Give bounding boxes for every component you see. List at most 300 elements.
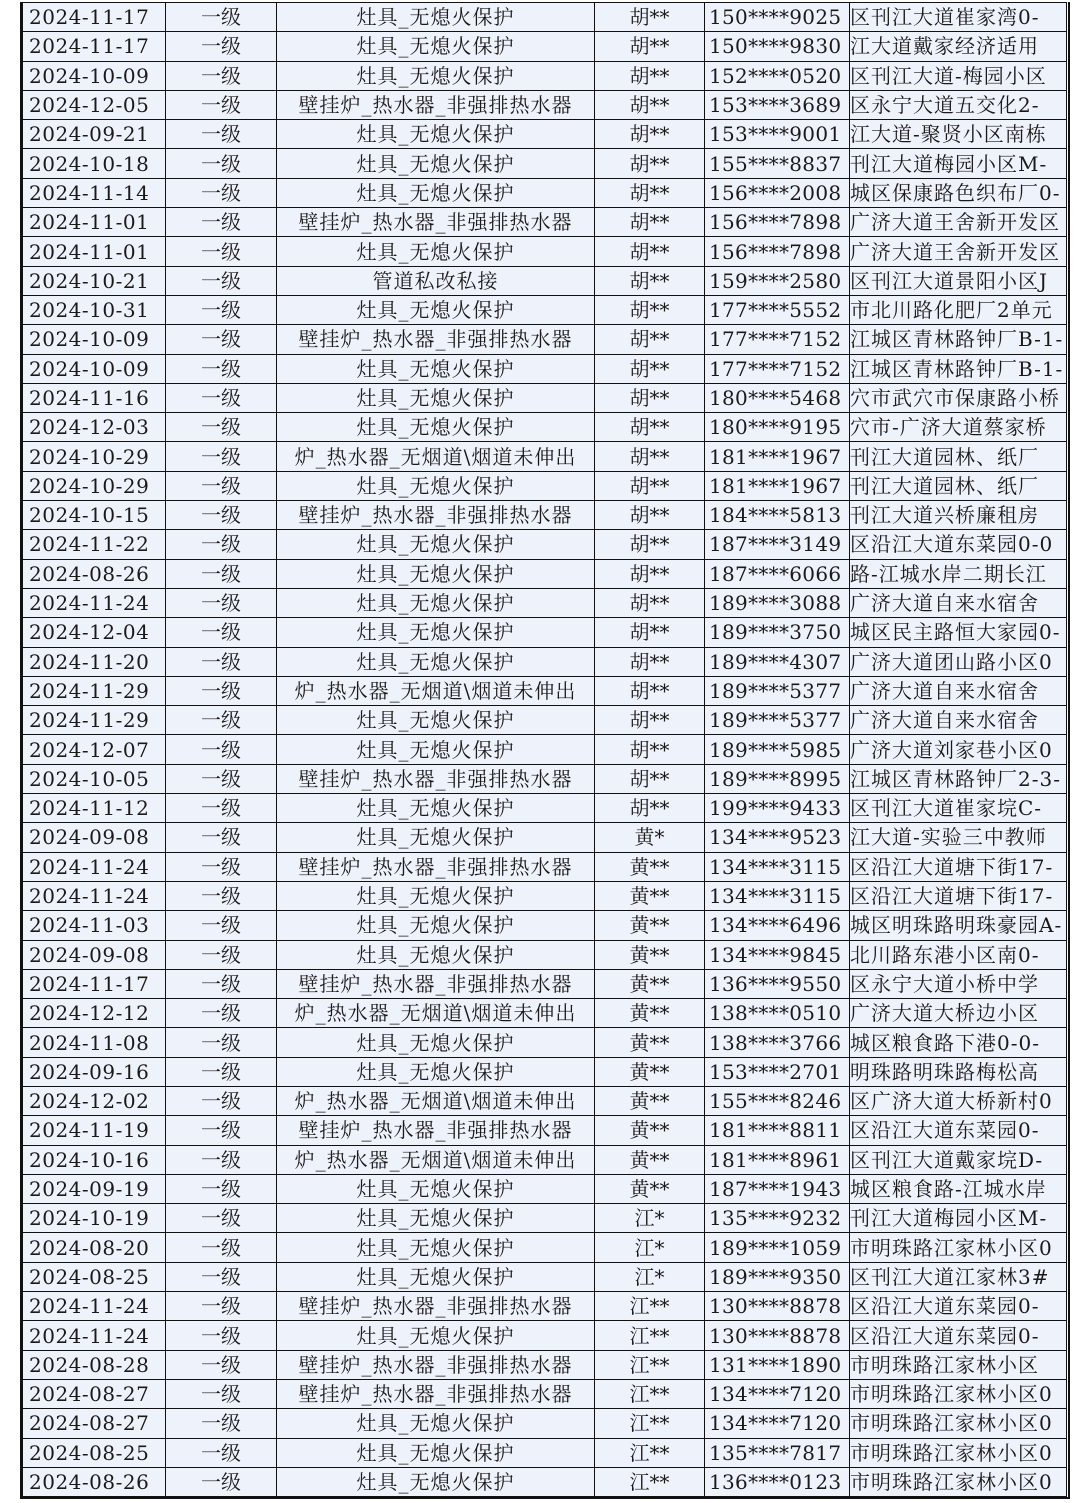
table-row xyxy=(23,1145,1067,1174)
address-cell: 广济大道刘家巷小区0 xyxy=(850,735,1067,764)
hazard-level-cell: 一级 xyxy=(166,501,277,530)
hazard-item-cell: 炉_热水器_无烟道\烟道未伸出 xyxy=(277,442,595,471)
resident-name-cell: 江** xyxy=(595,1438,705,1467)
phone-cell: 152****0520 xyxy=(705,61,850,90)
resident-name-cell: 胡** xyxy=(595,647,705,676)
table-row xyxy=(23,1350,1067,1379)
hazard-level-cell: 一级 xyxy=(166,90,277,119)
date-cell: 2024-11-01 xyxy=(23,237,166,266)
phone-cell: 184****5813 xyxy=(705,501,850,530)
resident-name-cell: 胡** xyxy=(595,208,705,237)
resident-name-cell: 黄** xyxy=(595,999,705,1028)
hazard-item-cell: 灶具_无熄火保护 xyxy=(277,647,595,676)
hazard-level-cell: 一级 xyxy=(166,530,277,559)
hazard-level-cell: 一级 xyxy=(166,32,277,61)
phone-cell: 189****3750 xyxy=(705,618,850,647)
table-row xyxy=(23,442,1067,471)
table-row xyxy=(23,178,1067,207)
resident-name-cell: 胡** xyxy=(595,676,705,705)
resident-name-cell: 胡** xyxy=(595,266,705,295)
table-row xyxy=(23,618,1067,647)
table-row xyxy=(23,999,1067,1028)
date-cell: 2024-10-18 xyxy=(23,149,166,178)
phone-cell: 138****0510 xyxy=(705,999,850,1028)
hazard-item-cell: 壁挂炉_热水器_非强排热水器 xyxy=(277,501,595,530)
address-cell: 区刊江大道-梅园小区 xyxy=(850,61,1067,90)
hazard-level-cell: 一级 xyxy=(166,559,277,588)
hazard-level-cell: 一级 xyxy=(166,588,277,617)
phone-cell: 153****9001 xyxy=(705,120,850,149)
address-cell: 市明珠路江家林小区0 xyxy=(850,1409,1067,1438)
address-cell: 区沿江大道塘下街17- xyxy=(850,881,1067,910)
table-row xyxy=(23,237,1067,266)
date-cell: 2024-10-09 xyxy=(23,354,166,383)
address-cell: 城区保康路色织布厂0- xyxy=(850,178,1067,207)
resident-name-cell: 黄** xyxy=(595,1028,705,1057)
phone-cell: 150****9830 xyxy=(705,32,850,61)
address-cell: 广济大道大桥边小区 xyxy=(850,999,1067,1028)
address-cell: 刊江大道梅园小区M- xyxy=(850,149,1067,178)
hazard-record-sheet xyxy=(20,2,1070,1499)
date-cell: 2024-11-24 xyxy=(23,881,166,910)
phone-cell: 156****7898 xyxy=(705,208,850,237)
address-cell: 区广济大道大桥新村0 xyxy=(850,1086,1067,1115)
hazard-item-cell: 灶具_无熄火保护 xyxy=(277,823,595,852)
hazard-level-cell: 一级 xyxy=(166,295,277,324)
hazard-level-cell: 一级 xyxy=(166,1262,277,1291)
hazard-item-cell: 灶具_无熄火保护 xyxy=(277,237,595,266)
address-cell: 市明珠路江家林小区0 xyxy=(850,1467,1067,1496)
phone-cell: 135****7817 xyxy=(705,1438,850,1467)
table-row xyxy=(23,852,1067,881)
hazard-item-cell: 灶具_无熄火保护 xyxy=(277,354,595,383)
hazard-item-cell: 灶具_无熄火保护 xyxy=(277,295,595,324)
date-cell: 2024-09-19 xyxy=(23,1174,166,1203)
table-row xyxy=(23,501,1067,530)
hazard-level-cell: 一级 xyxy=(166,61,277,90)
phone-cell: 187****1943 xyxy=(705,1174,850,1203)
resident-name-cell: 胡** xyxy=(595,149,705,178)
resident-name-cell: 胡** xyxy=(595,471,705,500)
address-cell: 江城区青林路钟厂B-1- xyxy=(850,325,1067,354)
phone-cell: 130****8878 xyxy=(705,1292,850,1321)
hazard-item-cell: 壁挂炉_热水器_非强排热水器 xyxy=(277,764,595,793)
hazard-level-cell: 一级 xyxy=(166,647,277,676)
phone-cell: 181****8811 xyxy=(705,1116,850,1145)
date-cell: 2024-11-29 xyxy=(23,706,166,735)
hazard-item-cell: 灶具_无熄火保护 xyxy=(277,911,595,940)
hazard-level-cell: 一级 xyxy=(166,618,277,647)
phone-cell: 189****8995 xyxy=(705,764,850,793)
hazard-item-cell: 灶具_无熄火保护 xyxy=(277,1057,595,1086)
hazard-record-table xyxy=(22,2,1067,1497)
hazard-item-cell: 灶具_无熄火保护 xyxy=(277,559,595,588)
hazard-level-cell: 一级 xyxy=(166,1145,277,1174)
table-row xyxy=(23,1438,1067,1467)
resident-name-cell: 黄* xyxy=(595,823,705,852)
table-row xyxy=(23,1028,1067,1057)
resident-name-cell: 胡** xyxy=(595,794,705,823)
address-cell: 区刊江大道崔家垸C- xyxy=(850,794,1067,823)
phone-cell: 187****6066 xyxy=(705,559,850,588)
resident-name-cell: 黄** xyxy=(595,1116,705,1145)
date-cell: 2024-11-08 xyxy=(23,1028,166,1057)
hazard-level-cell: 一级 xyxy=(166,178,277,207)
address-cell: 城区粮食路-江城水岸 xyxy=(850,1174,1067,1203)
resident-name-cell: 胡** xyxy=(595,588,705,617)
table-row xyxy=(23,1379,1067,1408)
date-cell: 2024-10-31 xyxy=(23,295,166,324)
resident-name-cell: 胡** xyxy=(595,501,705,530)
hazard-level-cell: 一级 xyxy=(166,1057,277,1086)
address-cell: 广济大道团山路小区0 xyxy=(850,647,1067,676)
hazard-item-cell: 灶具_无熄火保护 xyxy=(277,940,595,969)
date-cell: 2024-10-05 xyxy=(23,764,166,793)
resident-name-cell: 胡** xyxy=(595,295,705,324)
hazard-item-cell: 灶具_无熄火保护 xyxy=(277,149,595,178)
table-row xyxy=(23,764,1067,793)
table-row xyxy=(23,1321,1067,1350)
resident-name-cell: 胡** xyxy=(595,442,705,471)
hazard-item-cell: 灶具_无熄火保护 xyxy=(277,1262,595,1291)
hazard-item-cell: 灶具_无熄火保护 xyxy=(277,1028,595,1057)
resident-name-cell: 胡** xyxy=(595,354,705,383)
hazard-level-cell: 一级 xyxy=(166,1116,277,1145)
table-body xyxy=(23,3,1067,1497)
table-row xyxy=(23,1204,1067,1233)
phone-cell: 134****3115 xyxy=(705,881,850,910)
table-row xyxy=(23,1467,1067,1496)
resident-name-cell: 胡** xyxy=(595,32,705,61)
hazard-level-cell: 一级 xyxy=(166,237,277,266)
resident-name-cell: 黄** xyxy=(595,1145,705,1174)
resident-name-cell: 黄** xyxy=(595,911,705,940)
date-cell: 2024-11-14 xyxy=(23,178,166,207)
hazard-item-cell: 壁挂炉_热水器_非强排热水器 xyxy=(277,325,595,354)
table-row xyxy=(23,208,1067,237)
hazard-level-cell: 一级 xyxy=(166,266,277,295)
resident-name-cell: 胡** xyxy=(595,325,705,354)
date-cell: 2024-11-17 xyxy=(23,3,166,32)
hazard-level-cell: 一级 xyxy=(166,208,277,237)
table-row xyxy=(23,588,1067,617)
phone-cell: 153****3689 xyxy=(705,90,850,119)
resident-name-cell: 胡** xyxy=(595,3,705,32)
phone-cell: 131****1890 xyxy=(705,1350,850,1379)
table-row xyxy=(23,794,1067,823)
table-row xyxy=(23,90,1067,119)
hazard-item-cell: 壁挂炉_热水器_非强排热水器 xyxy=(277,969,595,998)
resident-name-cell: 江** xyxy=(595,1350,705,1379)
date-cell: 2024-12-02 xyxy=(23,1086,166,1115)
hazard-level-cell: 一级 xyxy=(166,1292,277,1321)
address-cell: 区永宁大道小桥中学 xyxy=(850,969,1067,998)
address-cell: 广济大道王舍新开发区 xyxy=(850,208,1067,237)
resident-name-cell: 江** xyxy=(595,1379,705,1408)
hazard-level-cell: 一级 xyxy=(166,1321,277,1350)
phone-cell: 156****2008 xyxy=(705,178,850,207)
hazard-level-cell: 一级 xyxy=(166,852,277,881)
table-row xyxy=(23,559,1067,588)
date-cell: 2024-11-17 xyxy=(23,969,166,998)
address-cell: 区沿江大道东菜园0- xyxy=(850,1116,1067,1145)
resident-name-cell: 黄** xyxy=(595,881,705,910)
address-cell: 江大道戴家经济适用 xyxy=(850,32,1067,61)
hazard-level-cell: 一级 xyxy=(166,911,277,940)
date-cell: 2024-11-29 xyxy=(23,676,166,705)
hazard-item-cell: 炉_热水器_无烟道\烟道未伸出 xyxy=(277,676,595,705)
address-cell: 区沿江大道东菜园0- xyxy=(850,1292,1067,1321)
address-cell: 市明珠路江家林小区 xyxy=(850,1350,1067,1379)
address-cell: 城区粮食路下港0-0- xyxy=(850,1028,1067,1057)
phone-cell: 181****1967 xyxy=(705,442,850,471)
table-row xyxy=(23,881,1067,910)
table-row xyxy=(23,149,1067,178)
date-cell: 2024-08-26 xyxy=(23,1467,166,1496)
table-row xyxy=(23,706,1067,735)
hazard-level-cell: 一级 xyxy=(166,1350,277,1379)
phone-cell: 189****5377 xyxy=(705,676,850,705)
date-cell: 2024-09-21 xyxy=(23,120,166,149)
date-cell: 2024-08-25 xyxy=(23,1438,166,1467)
hazard-level-cell: 一级 xyxy=(166,1086,277,1115)
resident-name-cell: 胡** xyxy=(595,237,705,266)
table-row xyxy=(23,383,1067,412)
table-row xyxy=(23,3,1067,32)
hazard-item-cell: 灶具_无熄火保护 xyxy=(277,618,595,647)
address-cell: 江城区青林路钟厂2-3- xyxy=(850,764,1067,793)
date-cell: 2024-08-27 xyxy=(23,1409,166,1438)
hazard-level-cell: 一级 xyxy=(166,1233,277,1262)
hazard-item-cell: 灶具_无熄火保护 xyxy=(277,1321,595,1350)
hazard-level-cell: 一级 xyxy=(166,676,277,705)
date-cell: 2024-11-03 xyxy=(23,911,166,940)
table-row xyxy=(23,1233,1067,1262)
hazard-level-cell: 一级 xyxy=(166,969,277,998)
hazard-level-cell: 一级 xyxy=(166,764,277,793)
date-cell: 2024-10-16 xyxy=(23,1145,166,1174)
date-cell: 2024-12-05 xyxy=(23,90,166,119)
address-cell: 区刊江大道景阳小区J xyxy=(850,266,1067,295)
resident-name-cell: 江* xyxy=(595,1233,705,1262)
phone-cell: 134****7120 xyxy=(705,1409,850,1438)
hazard-item-cell: 灶具_无熄火保护 xyxy=(277,735,595,764)
resident-name-cell: 胡** xyxy=(595,383,705,412)
phone-cell: 189****3088 xyxy=(705,588,850,617)
hazard-item-cell: 灶具_无熄火保护 xyxy=(277,1233,595,1262)
phone-cell: 153****2701 xyxy=(705,1057,850,1086)
address-cell: 路-江城水岸二期长江 xyxy=(850,559,1067,588)
phone-cell: 177****7152 xyxy=(705,325,850,354)
address-cell: 广济大道自来水宿舍 xyxy=(850,588,1067,617)
resident-name-cell: 黄** xyxy=(595,1086,705,1115)
phone-cell: 189****9350 xyxy=(705,1262,850,1291)
date-cell: 2024-11-20 xyxy=(23,647,166,676)
date-cell: 2024-09-08 xyxy=(23,940,166,969)
phone-cell: 136****9550 xyxy=(705,969,850,998)
hazard-level-cell: 一级 xyxy=(166,940,277,969)
phone-cell: 150****9025 xyxy=(705,3,850,32)
hazard-item-cell: 炉_热水器_无烟道\烟道未伸出 xyxy=(277,999,595,1028)
date-cell: 2024-09-08 xyxy=(23,823,166,852)
date-cell: 2024-11-24 xyxy=(23,1321,166,1350)
date-cell: 2024-08-27 xyxy=(23,1379,166,1408)
date-cell: 2024-10-15 xyxy=(23,501,166,530)
address-cell: 刊江大道梅园小区M- xyxy=(850,1204,1067,1233)
hazard-item-cell: 壁挂炉_热水器_非强排热水器 xyxy=(277,208,595,237)
resident-name-cell: 江** xyxy=(595,1292,705,1321)
hazard-item-cell: 壁挂炉_热水器_非强排热水器 xyxy=(277,1116,595,1145)
phone-cell: 189****5377 xyxy=(705,706,850,735)
hazard-level-cell: 一级 xyxy=(166,999,277,1028)
resident-name-cell: 胡** xyxy=(595,120,705,149)
date-cell: 2024-11-12 xyxy=(23,794,166,823)
date-cell: 2024-10-29 xyxy=(23,442,166,471)
phone-cell: 136****0123 xyxy=(705,1467,850,1496)
phone-cell: 134****3115 xyxy=(705,852,850,881)
date-cell: 2024-11-24 xyxy=(23,588,166,617)
resident-name-cell: 黄** xyxy=(595,852,705,881)
hazard-level-cell: 一级 xyxy=(166,149,277,178)
hazard-item-cell: 灶具_无熄火保护 xyxy=(277,1204,595,1233)
address-cell: 广济大道自来水宿舍 xyxy=(850,676,1067,705)
phone-cell: 187****3149 xyxy=(705,530,850,559)
hazard-level-cell: 一级 xyxy=(166,471,277,500)
phone-cell: 189****5985 xyxy=(705,735,850,764)
phone-cell: 189****1059 xyxy=(705,1233,850,1262)
address-cell: 区永宁大道五交化2- xyxy=(850,90,1067,119)
address-cell: 江大道-聚贤小区南栋 xyxy=(850,120,1067,149)
address-cell: 北川路东港小区南0- xyxy=(850,940,1067,969)
table-row xyxy=(23,1262,1067,1291)
resident-name-cell: 胡** xyxy=(595,413,705,442)
hazard-item-cell: 灶具_无熄火保护 xyxy=(277,881,595,910)
date-cell: 2024-10-29 xyxy=(23,471,166,500)
phone-cell: 181****8961 xyxy=(705,1145,850,1174)
phone-cell: 177****7152 xyxy=(705,354,850,383)
table-row xyxy=(23,354,1067,383)
hazard-level-cell: 一级 xyxy=(166,325,277,354)
table-row xyxy=(23,413,1067,442)
table-row xyxy=(23,940,1067,969)
phone-cell: 180****9195 xyxy=(705,413,850,442)
address-cell: 刊江大道园林、纸厂 xyxy=(850,442,1067,471)
table-row xyxy=(23,823,1067,852)
hazard-item-cell: 灶具_无熄火保护 xyxy=(277,178,595,207)
resident-name-cell: 江* xyxy=(595,1204,705,1233)
table-row xyxy=(23,969,1067,998)
address-cell: 区沿江大道东菜园0- xyxy=(850,1321,1067,1350)
hazard-level-cell: 一级 xyxy=(166,1204,277,1233)
hazard-item-cell: 灶具_无熄火保护 xyxy=(277,1438,595,1467)
phone-cell: 134****7120 xyxy=(705,1379,850,1408)
phone-cell: 177****5552 xyxy=(705,295,850,324)
resident-name-cell: 胡** xyxy=(595,735,705,764)
hazard-item-cell: 灶具_无熄火保护 xyxy=(277,32,595,61)
address-cell: 城区民主路恒大家园0- xyxy=(850,618,1067,647)
hazard-level-cell: 一级 xyxy=(166,823,277,852)
date-cell: 2024-08-26 xyxy=(23,559,166,588)
address-cell: 区刊江大道崔家湾0- xyxy=(850,3,1067,32)
table-row xyxy=(23,1409,1067,1438)
address-cell: 市明珠路江家林小区0 xyxy=(850,1438,1067,1467)
address-cell: 区刊江大道戴家垸D- xyxy=(850,1145,1067,1174)
hazard-item-cell: 灶具_无熄火保护 xyxy=(277,383,595,412)
table-row xyxy=(23,120,1067,149)
address-cell: 区沿江大道东菜园0-0 xyxy=(850,530,1067,559)
hazard-level-cell: 一级 xyxy=(166,735,277,764)
table-row xyxy=(23,911,1067,940)
address-cell: 区刊江大道江家林3# xyxy=(850,1262,1067,1291)
hazard-level-cell: 一级 xyxy=(166,413,277,442)
hazard-item-cell: 灶具_无熄火保护 xyxy=(277,530,595,559)
phone-cell: 138****3766 xyxy=(705,1028,850,1057)
table-row xyxy=(23,325,1067,354)
hazard-level-cell: 一级 xyxy=(166,442,277,471)
resident-name-cell: 胡** xyxy=(595,706,705,735)
table-row xyxy=(23,1292,1067,1321)
hazard-item-cell: 壁挂炉_热水器_非强排热水器 xyxy=(277,1350,595,1379)
hazard-item-cell: 灶具_无熄火保护 xyxy=(277,706,595,735)
date-cell: 2024-11-19 xyxy=(23,1116,166,1145)
phone-cell: 134****6496 xyxy=(705,911,850,940)
phone-cell: 189****4307 xyxy=(705,647,850,676)
phone-cell: 199****9433 xyxy=(705,794,850,823)
hazard-item-cell: 灶具_无熄火保护 xyxy=(277,1174,595,1203)
address-cell: 市北川路化肥厂2单元 xyxy=(850,295,1067,324)
date-cell: 2024-11-17 xyxy=(23,32,166,61)
hazard-item-cell: 灶具_无熄火保护 xyxy=(277,1467,595,1496)
hazard-item-cell: 灶具_无熄火保护 xyxy=(277,413,595,442)
hazard-item-cell: 灶具_无熄火保护 xyxy=(277,471,595,500)
hazard-item-cell: 壁挂炉_热水器_非强排热水器 xyxy=(277,90,595,119)
resident-name-cell: 江** xyxy=(595,1409,705,1438)
date-cell: 2024-12-04 xyxy=(23,618,166,647)
resident-name-cell: 黄** xyxy=(595,940,705,969)
hazard-item-cell: 灶具_无熄火保护 xyxy=(277,1409,595,1438)
address-cell: 区沿江大道塘下街17- xyxy=(850,852,1067,881)
hazard-item-cell: 炉_热水器_无烟道\烟道未伸出 xyxy=(277,1086,595,1115)
address-cell: 江大道-实验三中教师 xyxy=(850,823,1067,852)
hazard-level-cell: 一级 xyxy=(166,1379,277,1408)
date-cell: 2024-10-21 xyxy=(23,266,166,295)
phone-cell: 159****2580 xyxy=(705,266,850,295)
date-cell: 2024-10-09 xyxy=(23,61,166,90)
resident-name-cell: 胡** xyxy=(595,90,705,119)
date-cell: 2024-08-20 xyxy=(23,1233,166,1262)
resident-name-cell: 胡** xyxy=(595,61,705,90)
date-cell: 2024-11-24 xyxy=(23,852,166,881)
address-cell: 刊江大道兴桥廉租房 xyxy=(850,501,1067,530)
hazard-item-cell: 炉_热水器_无烟道\烟道未伸出 xyxy=(277,1145,595,1174)
address-cell: 市明珠路江家林小区0 xyxy=(850,1233,1067,1262)
phone-cell: 134****9845 xyxy=(705,940,850,969)
address-cell: 穴市-广济大道蔡家桥 xyxy=(850,413,1067,442)
date-cell: 2024-10-19 xyxy=(23,1204,166,1233)
resident-name-cell: 胡** xyxy=(595,530,705,559)
date-cell: 2024-12-07 xyxy=(23,735,166,764)
phone-cell: 155****8246 xyxy=(705,1086,850,1115)
hazard-item-cell: 壁挂炉_热水器_非强排热水器 xyxy=(277,852,595,881)
address-cell: 刊江大道园林、纸厂 xyxy=(850,471,1067,500)
date-cell: 2024-11-24 xyxy=(23,1292,166,1321)
address-cell: 明珠路明珠路梅松高 xyxy=(850,1057,1067,1086)
hazard-level-cell: 一级 xyxy=(166,1174,277,1203)
hazard-level-cell: 一级 xyxy=(166,354,277,383)
phone-cell: 130****8878 xyxy=(705,1321,850,1350)
date-cell: 2024-12-03 xyxy=(23,413,166,442)
date-cell: 2024-08-28 xyxy=(23,1350,166,1379)
